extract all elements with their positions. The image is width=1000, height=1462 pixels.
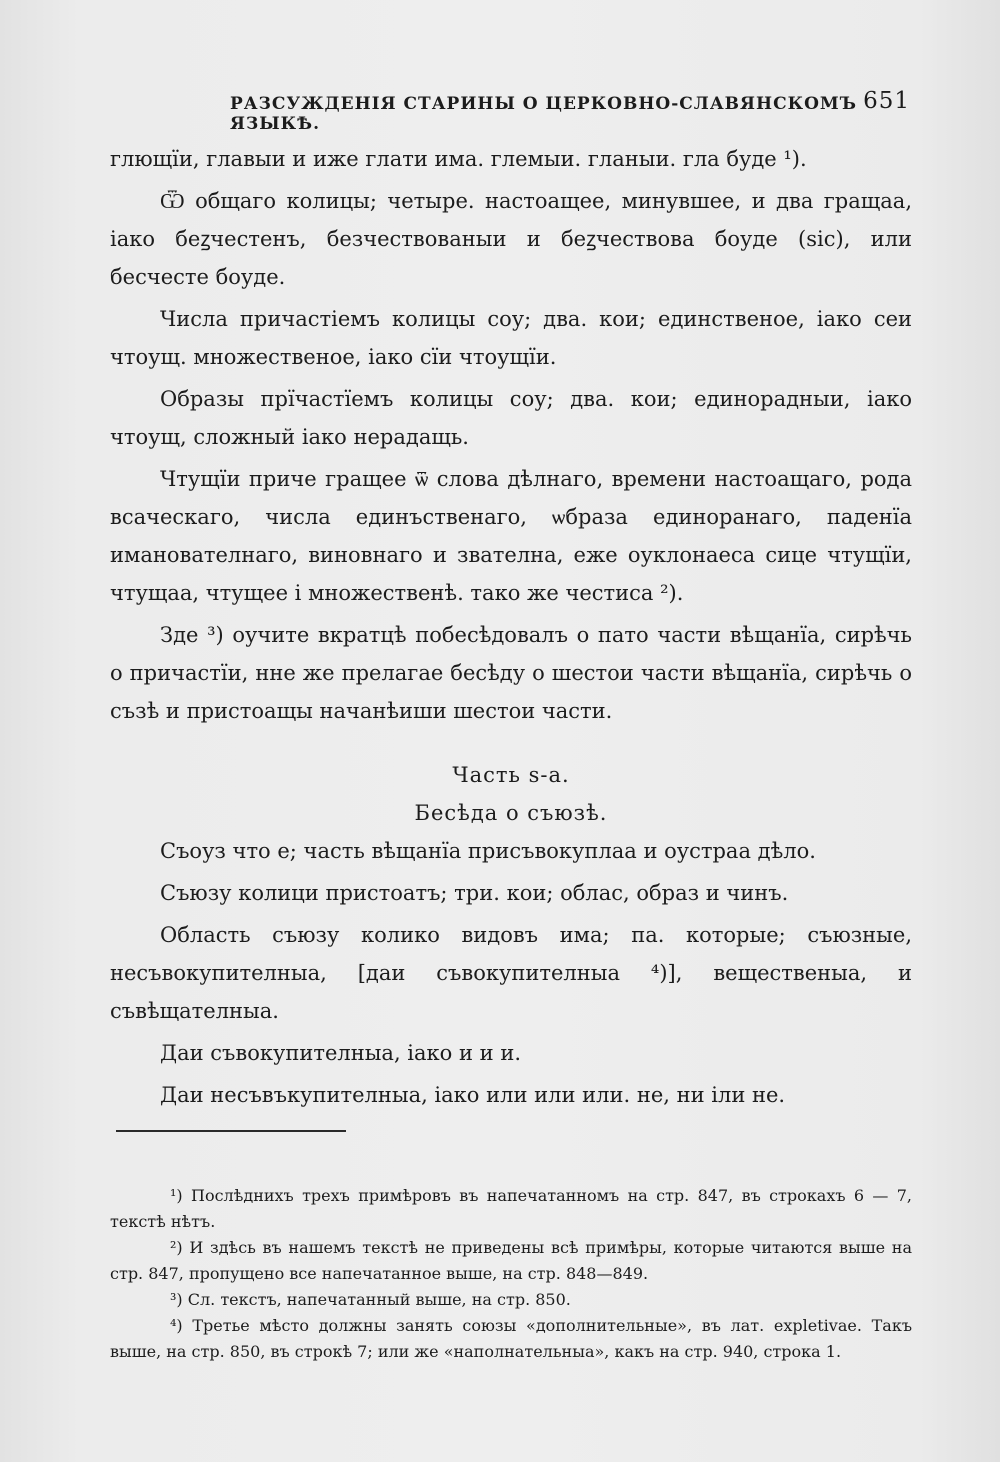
footnote: ²) И здѣсь въ нашемъ текстѣ не приведены всѣ примѣры, которые читаются выше на стр. 847, пропущено все напечатанное выше, на стр. 848—849. <box>110 1238 912 1283</box>
paragraph: Даи несъвъкупителныа, іако или или или. не, ни іли не. <box>160 1083 786 1107</box>
section-title: Часть ѕ-а. <box>452 763 570 787</box>
paragraph: Съюзу колици пристоатъ; три. кои; облас, образ и чинъ. <box>160 881 789 905</box>
footnote: ³) Сл. текстъ, напечатанный выше, на стр. 850. <box>170 1290 571 1309</box>
running-title: РАЗСУЖДЕНІЯ СТАРИНЫ О ЦЕРКОВНО-СЛАВЯНСКОМЪ ЯЗЫКѢ. <box>230 94 857 134</box>
paragraph: Зде ³) оучите вкратцѣ побесѣдовалъ о пато части вѣщанїа, сирѣчь о причастїи, нне же прелагае бесѣду о шестои части вѣщанїа, сирѣчь о съзѣ и пристоащы начанѣиши шестои части. <box>110 623 912 723</box>
paragraph: Даи съвокупителныа, іако и и и. <box>160 1041 521 1065</box>
paragraph: Образы прїчастїемъ колицы соу; два. кои; единорадныи, іако чтоущ, сложный іако нерадащь. <box>110 387 912 449</box>
page-number: 651 <box>863 88 910 114</box>
paragraph: Область съюзу колико видовъ има; па. которые; съюзные, несъвокупителныа, [даи съвокупителныа ⁴)], вещественыа, и съвѣщателныа. <box>110 923 912 1023</box>
paragraph: глющїи, главыи и иже глати има. глемыи. гланыи. гла буде ¹). <box>110 147 807 171</box>
section-subtitle: Бесѣда о съюзѣ. <box>414 801 608 825</box>
paragraph: Числа причастіемъ колицы соу; два. кои; единственое, іако сеи чтоущ. множественое, іако сїи чтоущїи. <box>110 307 912 369</box>
page-header <box>110 88 910 134</box>
footnote: ⁴) Третье мѣсто должны занять союзы «дополнительные», въ лат. expletivae. Такъ выше, на стр. 850, въ строкѣ 7; или же «наполнательныа», какъ на стр. 940, строка 1. <box>110 1316 912 1361</box>
paragraph: Чтущїи приче гращее ѿ слова дѣлнаго, времени настоащаго, рода всаческаго, числа единъственаго, ѡбраза единоранаго, паденїа иманователнаго, виновнаго и звателна, еже оуклонаеса сице чтущїи, чтущаа, чтущее і множественѣ. тако же честиса ²). <box>110 467 912 605</box>
paragraph: Съоуз что е; часть вѣщанїа присъвокуплаа и оустраа дѣло. <box>160 839 816 863</box>
footnote: ¹) Послѣднихъ трехъ примѣровъ въ напечатанномъ на стр. 847, въ строкахъ 6 — 7, текстѣ нѣтъ. <box>110 1186 912 1231</box>
footnotes <box>110 1183 912 1365</box>
footnote-divider <box>116 1130 346 1132</box>
paragraph: Ѿ общаго колицы; четыре. настоащее, минувшее, и два гращаа, іако беꙁчестенъ, безчествованыи и беꙁчествова боуде (sic), или бесчесте боуде. <box>110 189 912 289</box>
main-text <box>110 140 912 1118</box>
